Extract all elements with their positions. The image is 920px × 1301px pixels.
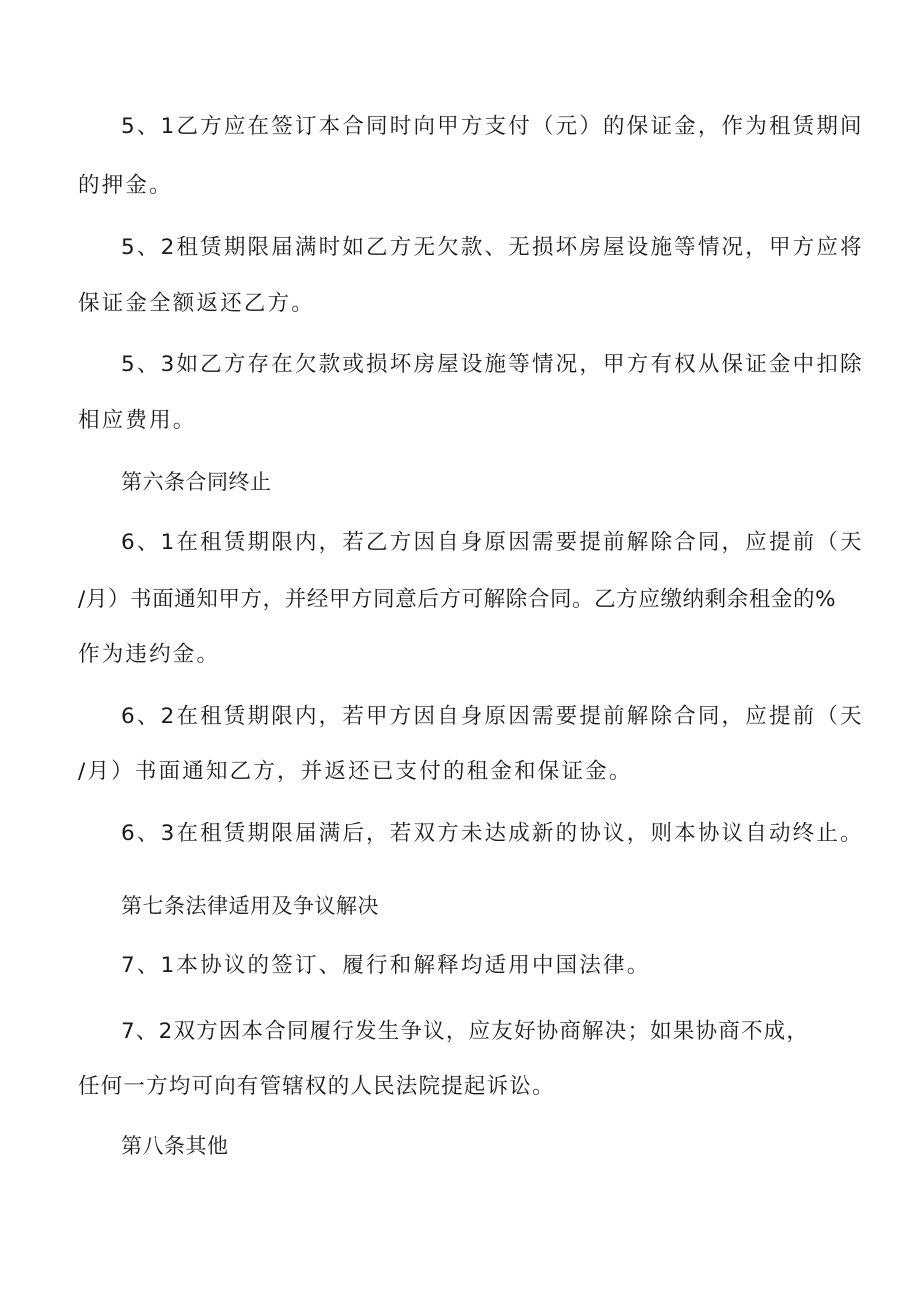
clause-6-3-line-1: 6、3在租赁期限届满后，若双方未达成新的协议，则本协议自动终止。 (121, 821, 864, 846)
clause-7-1-line-1: 7、1本协议的签订、履行和解释均适用中国法律。 (121, 953, 651, 978)
clause-5-2-line-2: 保证金全额返还乙方。 (78, 291, 316, 316)
article-8-heading: 第八条其他 (121, 1134, 229, 1158)
clause-7-2-line-2: 任何一方均可向有管辖权的人民法院提起诉讼。 (78, 1074, 555, 1099)
clause-6-2-line-2: /月）书面通知乙方，并返还已支付的租金和保证金。 (78, 759, 633, 784)
clause-6-2-line-1: 6、2在租赁期限内，若甲方因自身原因需要提前解除合同，应提前（天 (121, 704, 864, 729)
clause-5-1-line-1: 5、1乙方应在签订本合同时向甲方支付（元）的保证金，作为租赁期间 (121, 114, 864, 139)
clause-5-2-line-1: 5、2租赁期限届满时如乙方无欠款、无损坏房屋设施等情况，甲方应将 (121, 235, 864, 260)
clause-5-1-line-2: 的押金。 (78, 173, 173, 198)
clause-6-1-line-2: /月）书面通知甲方，并经甲方同意后方可解除合同。乙方应缴纳剩余租金的% (78, 587, 837, 612)
clause-5-3-line-2: 相应费用。 (78, 408, 197, 433)
clause-6-1-line-3: 作为违约金。 (78, 642, 221, 667)
clause-5-3-line-1: 5、3如乙方存在欠款或损坏房屋设施等情况，甲方有权从保证金中扣除 (121, 352, 864, 377)
clause-6-1-line-1: 6、1在租赁期限内，若乙方因自身原因需要提前解除合同，应提前（天 (121, 530, 864, 555)
clause-7-2-line-1: 7、2双方因本合同履行发生争议，应友好协商解决；如果协商不成， (121, 1019, 810, 1044)
article-7-heading: 第七条法律适用及争议解决 (121, 894, 379, 918)
article-6-heading: 第六条合同终止 (121, 470, 272, 494)
